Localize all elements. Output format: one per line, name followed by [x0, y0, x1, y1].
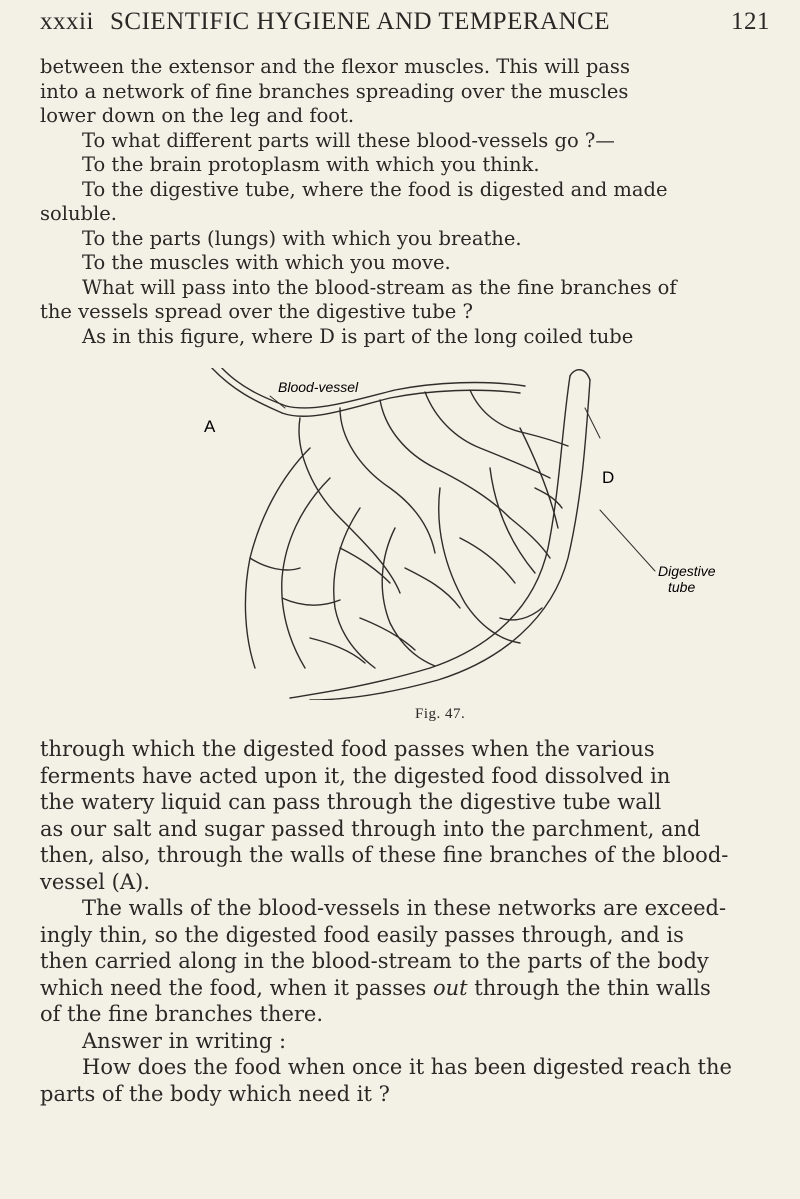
text-line: then carried along in the blood-stream to the parts of the body [40, 949, 709, 973]
text-line: To the muscles with which you move. [82, 251, 451, 274]
text-line: ferments have acted upon it, the digested food dissolved in [40, 763, 671, 788]
figure-47-illustration [190, 368, 730, 700]
label-a: A [204, 417, 216, 436]
body-text-bottom [40, 736, 760, 1107]
text-line: Answer in writing : [82, 1028, 287, 1053]
text-line: To the brain protoplasm with which you think. [82, 153, 540, 176]
chapter-number: xxxii [40, 8, 94, 35]
text-line: into a network of fine branches spreading over the muscles [40, 79, 629, 103]
text-line: of the fine branches there. [40, 1002, 324, 1026]
text-line: then, also, through the walls of these fine branches of the blood- [40, 843, 729, 867]
text-fragment: which need the food, when it passes [40, 975, 427, 1000]
question-line: What will pass into the blood-stream as the fine branches of [82, 275, 677, 299]
emphasis-out: out [432, 975, 468, 1000]
figure-caption: Fig. 47. [415, 706, 466, 722]
question-line: How does the food when once it has been digested reach the [82, 1055, 732, 1079]
running-title: SCIENTIFIC HYGIENE AND TEMPERANCE [110, 8, 611, 35]
text-line: through which the digested food passes when the various [40, 737, 655, 761]
text-line: parts of the body which need it ? [40, 1081, 390, 1106]
page-number: 121 [731, 8, 770, 35]
text-line: ingly thin, so the digested food easily passes through, and is [40, 922, 684, 947]
label-digestive: Digestive [658, 563, 716, 579]
text-line: as our salt and sugar passed through into the parchment, and [40, 816, 701, 841]
text-fragment: through the thin walls [474, 975, 711, 1000]
text-line: between the extensor and the flexor muscles. This will pass [40, 55, 630, 78]
body-text-top [40, 55, 760, 349]
text-line: lower down on the leg and foot. [40, 104, 355, 127]
label-tube: tube [668, 579, 696, 595]
text-line: As in this figure, where D is part of the long coiled tube [82, 324, 634, 348]
text-line: the vessels spread over the digestive tube ? [40, 300, 473, 323]
running-header [40, 8, 770, 36]
text-line [40, 975, 760, 1002]
label-blood-vessel: Blood-vessel [278, 379, 359, 395]
blood-vessel-trunk [210, 368, 282, 413]
text-line: The walls of the blood-vessels in these networks are exceed- [82, 896, 727, 920]
text-line: vessel (A). [40, 869, 150, 894]
text-line: To the digestive tube, where the food is digested and made [82, 177, 668, 201]
text-line: soluble. [40, 202, 118, 225]
text-line: To the parts (lungs) with which you breathe. [82, 226, 522, 250]
label-d: D [602, 468, 615, 487]
text-line: the watery liquid can pass through the digestive tube wall [40, 790, 662, 814]
question-line: To what different parts will these blood-vessels go ?— [82, 128, 615, 152]
